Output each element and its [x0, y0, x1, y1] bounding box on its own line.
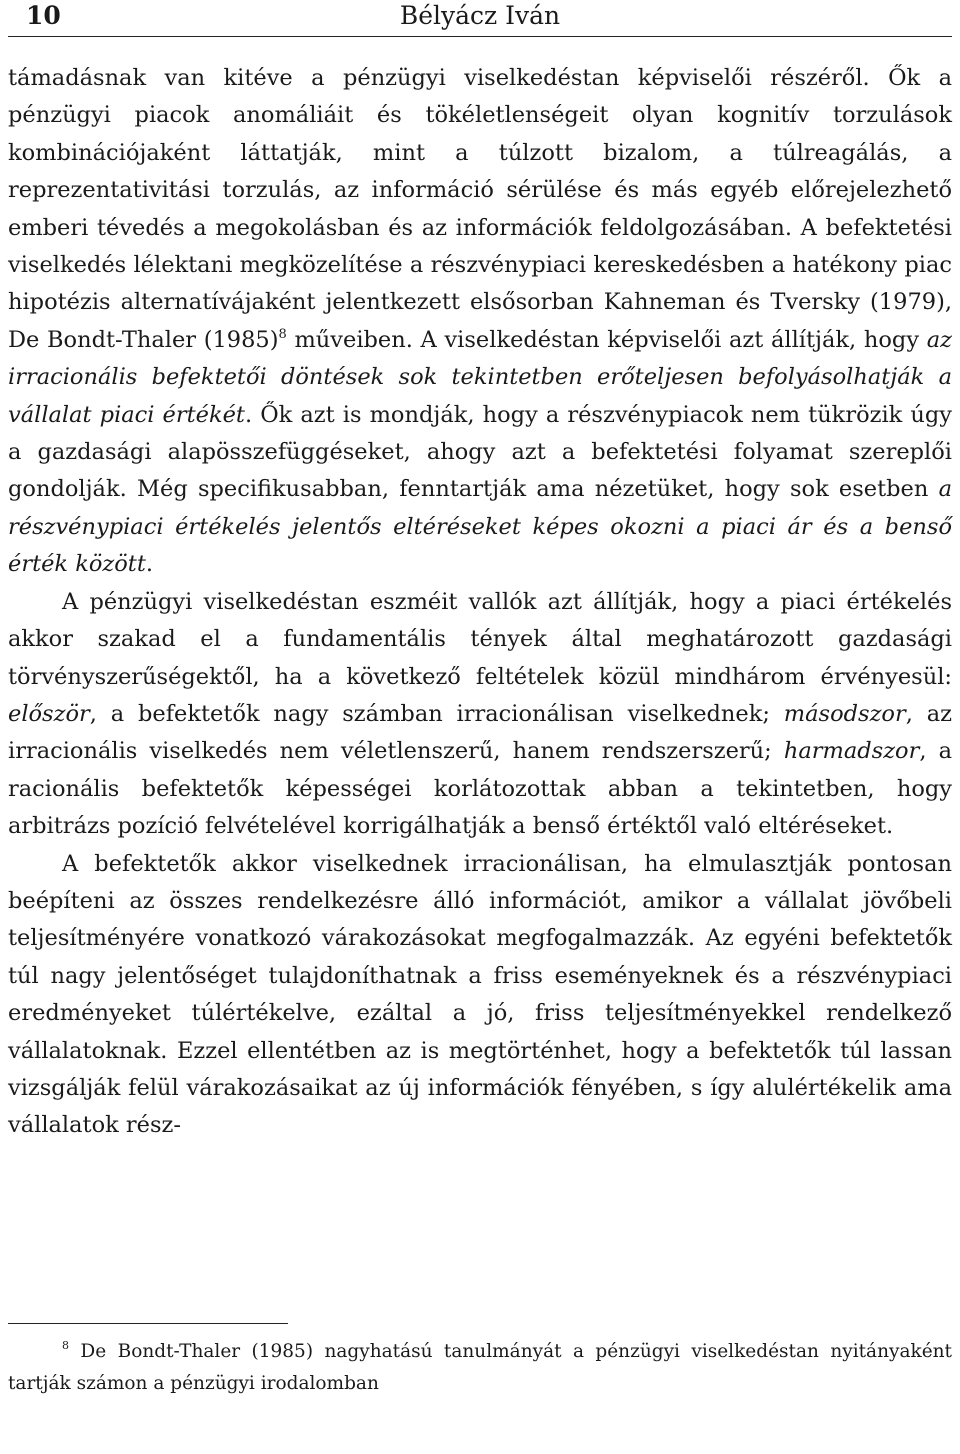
p2-text-1: A pénzügyi viselkedéstan eszméit vallók azt állítják, hogy a piaci értékelés akkor szakad el a fundamentális tények által meghatározott gazdasági törvényszerűségektől, ha a következő feltételek közül mindhárom érvényesül: [8, 588, 952, 690]
p2-text-4: , a racionális befektetők képességei korlátozottak abban a tekintetben, hogy arbitrázs pozíció felvételével korrigálhatják a benső értéktől való eltéréseket. [8, 738, 953, 840]
running-head-author: Bélyácz Iván [399, 1, 561, 30]
p3-text-1: A befektetők akkor viselkednek irracionálisan, ha elmulasztják pontosan beépíteni az összes rendelkezésre álló információt, amikor a vállalat jövőbeli teljesítményére vonatkozó várakozásokat megfogalmazzák. Az egyéni befektetők túl nagy jelentőséget tulajdoníthatnak a friss eseményeknek és a részvénypiaci eredményeket túlértékelve, ezáltal a jó, friss teljesítményekkel rendelkező vállalatoknak. Ezzel ellentétben az is megtörténhet, hogy a befektetők túl lassan vizsgálják felül várakozásaikat az új információk fényében, s így alulértékelik ama vállalatok rész- [8, 850, 952, 1139]
footnote-marker: 8 [62, 1339, 69, 1352]
page-number: 10 [26, 1, 61, 30]
p2-italic-third: harmadszor [783, 738, 920, 765]
paragraph-1 [8, 60, 952, 584]
p1-italic-1: az irracionális befektetői döntések sok tekintetben erőteljesen befolyásolhatják a vállalat piaci értékét [8, 326, 952, 428]
p1-text-3: . Ők azt is mondják, hogy a részvénypiacok nem tükrözik úgy a gazdasági alapösszefüggéseket, ahogy azt a befektetési folyamat szereplői gondolják. Még specifikusabban, fenntartják ama nézetüket, hogy sok esetben [8, 401, 952, 503]
p1-italic-2: a részvénypiaci értékelés jelentős eltéréseket képes okozni a piaci ár és a benső érték között [8, 476, 952, 578]
footnote-text: De Bondt-Thaler (1985) nagyhatású tanulmányát a pénzügyi viselkedéstan nyitányaként tartják számon a pénzügyi irodalomban [8, 1341, 952, 1394]
footnote-ref-8[interactable]: 8 [278, 326, 287, 342]
main-text [8, 60, 952, 1145]
footnote-8 [8, 1336, 952, 1400]
footnote-rule [8, 1323, 288, 1324]
p1-text-2: műveiben. A viselkedéstan képviselői azt állítják, hogy [286, 326, 927, 353]
p1-text-1: támadásnak van kitéve a pénzügyi viselkedéstan képviselői részéről. Ők a pénzügyi piacok anomáliáit és tökéletlenségeit olyan kognitív torzulások kombinációjaként láttatják, mint a túlzott bizalom, a túlreagálás, a reprezentativitási torzulás, az információ sérülése és más egyéb előrejelezhető emberi tévedés a megokolásban és az információk feldolgozásában. A befektetési viselkedés lélektani megközelítése a részvénypiaci kereskedésben a hatékony piac hipotézis alternatívájaként jelentkezett elsősorban Kahneman és Tversky (1979), De Bondt-Thaler (1985) [8, 65, 952, 353]
p2-italic-first: először [8, 700, 90, 727]
paragraph-3 [8, 846, 952, 1145]
paragraph-2 [8, 584, 952, 846]
p2-text-2: , a befektetők nagy számban irracionálisan viselkednek; [89, 700, 784, 727]
running-header [8, 0, 952, 37]
p1-text-4: . [145, 551, 154, 578]
p2-text-3: , az irracionális viselkedés nem véletlenszerű, hanem rendszerszerű; [8, 700, 952, 765]
p2-italic-second: másodszor [783, 700, 906, 727]
